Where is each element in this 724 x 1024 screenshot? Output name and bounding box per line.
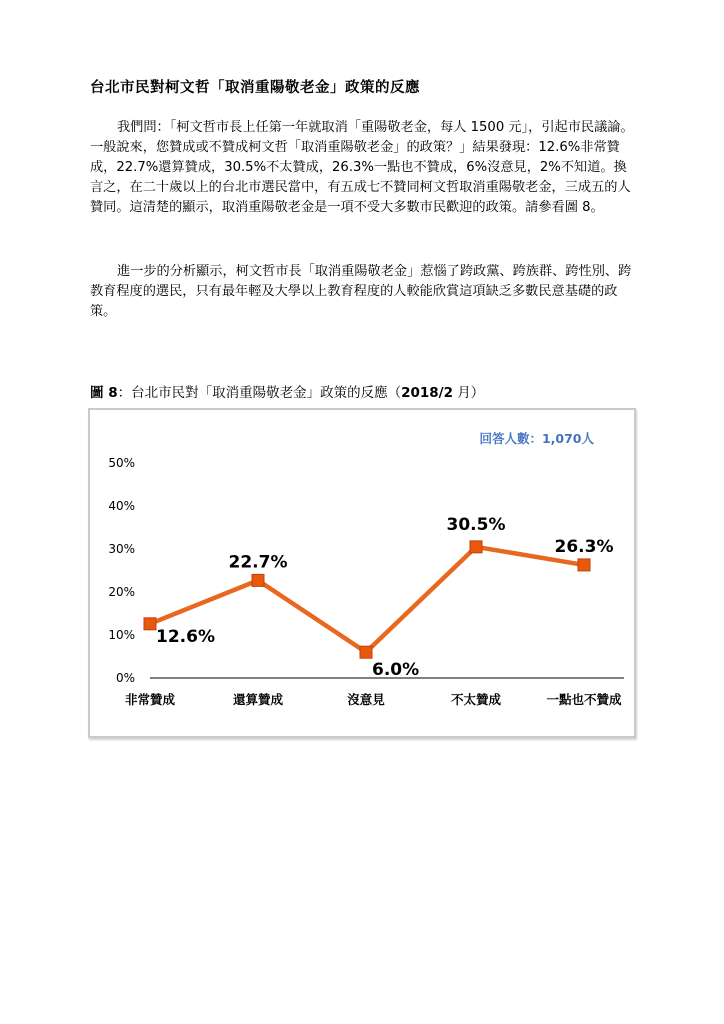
data-point-marker bbox=[360, 646, 372, 658]
data-label: 30.5% bbox=[446, 514, 506, 535]
chart-frame bbox=[88, 408, 636, 738]
data-label: 6.0% bbox=[372, 660, 420, 681]
y-tick-label: 0% bbox=[115, 671, 135, 685]
y-tick-label: 40% bbox=[108, 499, 135, 513]
x-category-label: 還算贊成 bbox=[232, 692, 284, 707]
y-tick-label: 10% bbox=[108, 628, 135, 642]
y-tick-label: 30% bbox=[108, 542, 135, 556]
paragraph-2: 進一步的分析顯示，柯文哲市長「取消重陽敬老金」惹惱了跨政黨、跨族群、跨性別、跨教育程度的選民，只有最年輕及大學以上教育程度的人較能欣賞這項缺乏多數民意基礎的政策。 bbox=[90, 264, 632, 319]
respondents-note: 回答人數：1,070人 bbox=[479, 431, 594, 446]
data-label: 12.6% bbox=[156, 626, 215, 647]
data-label: 26.3% bbox=[554, 536, 614, 557]
figure-caption-end: 月） bbox=[453, 385, 485, 401]
series-line bbox=[150, 547, 584, 652]
x-category-label: 不太贊成 bbox=[450, 692, 502, 707]
data-point-marker bbox=[144, 618, 156, 630]
figure-label: 圖 8 bbox=[90, 385, 118, 401]
y-tick-label: 20% bbox=[108, 585, 135, 599]
x-category-label: 沒意見 bbox=[347, 692, 385, 707]
x-category-label: 一點也不贊成 bbox=[546, 692, 622, 707]
x-category-label: 非常贊成 bbox=[124, 692, 176, 707]
data-point-marker bbox=[470, 541, 482, 553]
data-label: 22.7% bbox=[228, 552, 288, 573]
data-point-marker bbox=[578, 559, 590, 571]
page-heading: 台北市民對柯文哲「取消重陽敬老金」政策的反應 bbox=[90, 79, 420, 96]
data-point-marker bbox=[252, 574, 264, 586]
figure-caption bbox=[90, 381, 484, 401]
figure-date: 2018/2 bbox=[401, 385, 453, 401]
line-chart bbox=[90, 410, 634, 736]
y-tick-label: 50% bbox=[108, 456, 135, 470]
figure-caption-text: ：台北市民對「取消重陽敬老金」政策的反應（ bbox=[117, 385, 402, 401]
paragraph-1: 我們問：「柯文哲市長上任第一年就取消「重陽敬老金，每人 1500 元」，引起市民議論。一般說來，您贊成或不贊成柯文哲「取消重陽敬老金」的政策？」結果發現：12.6%非常贊成，22.7%還算贊成，30.5%不太贊成，26.3%一點也不贊成，6%沒意見，2%不知道。換言之，在二十歲以上的台北市選民當中，有五成七不贊同柯文哲取消重陽敬老金，三成五的人贊同。這清楚的顯示，取消重陽敬老金是一項不受大多數市民歡迎的政策。請參看圖 8。 bbox=[90, 120, 634, 215]
